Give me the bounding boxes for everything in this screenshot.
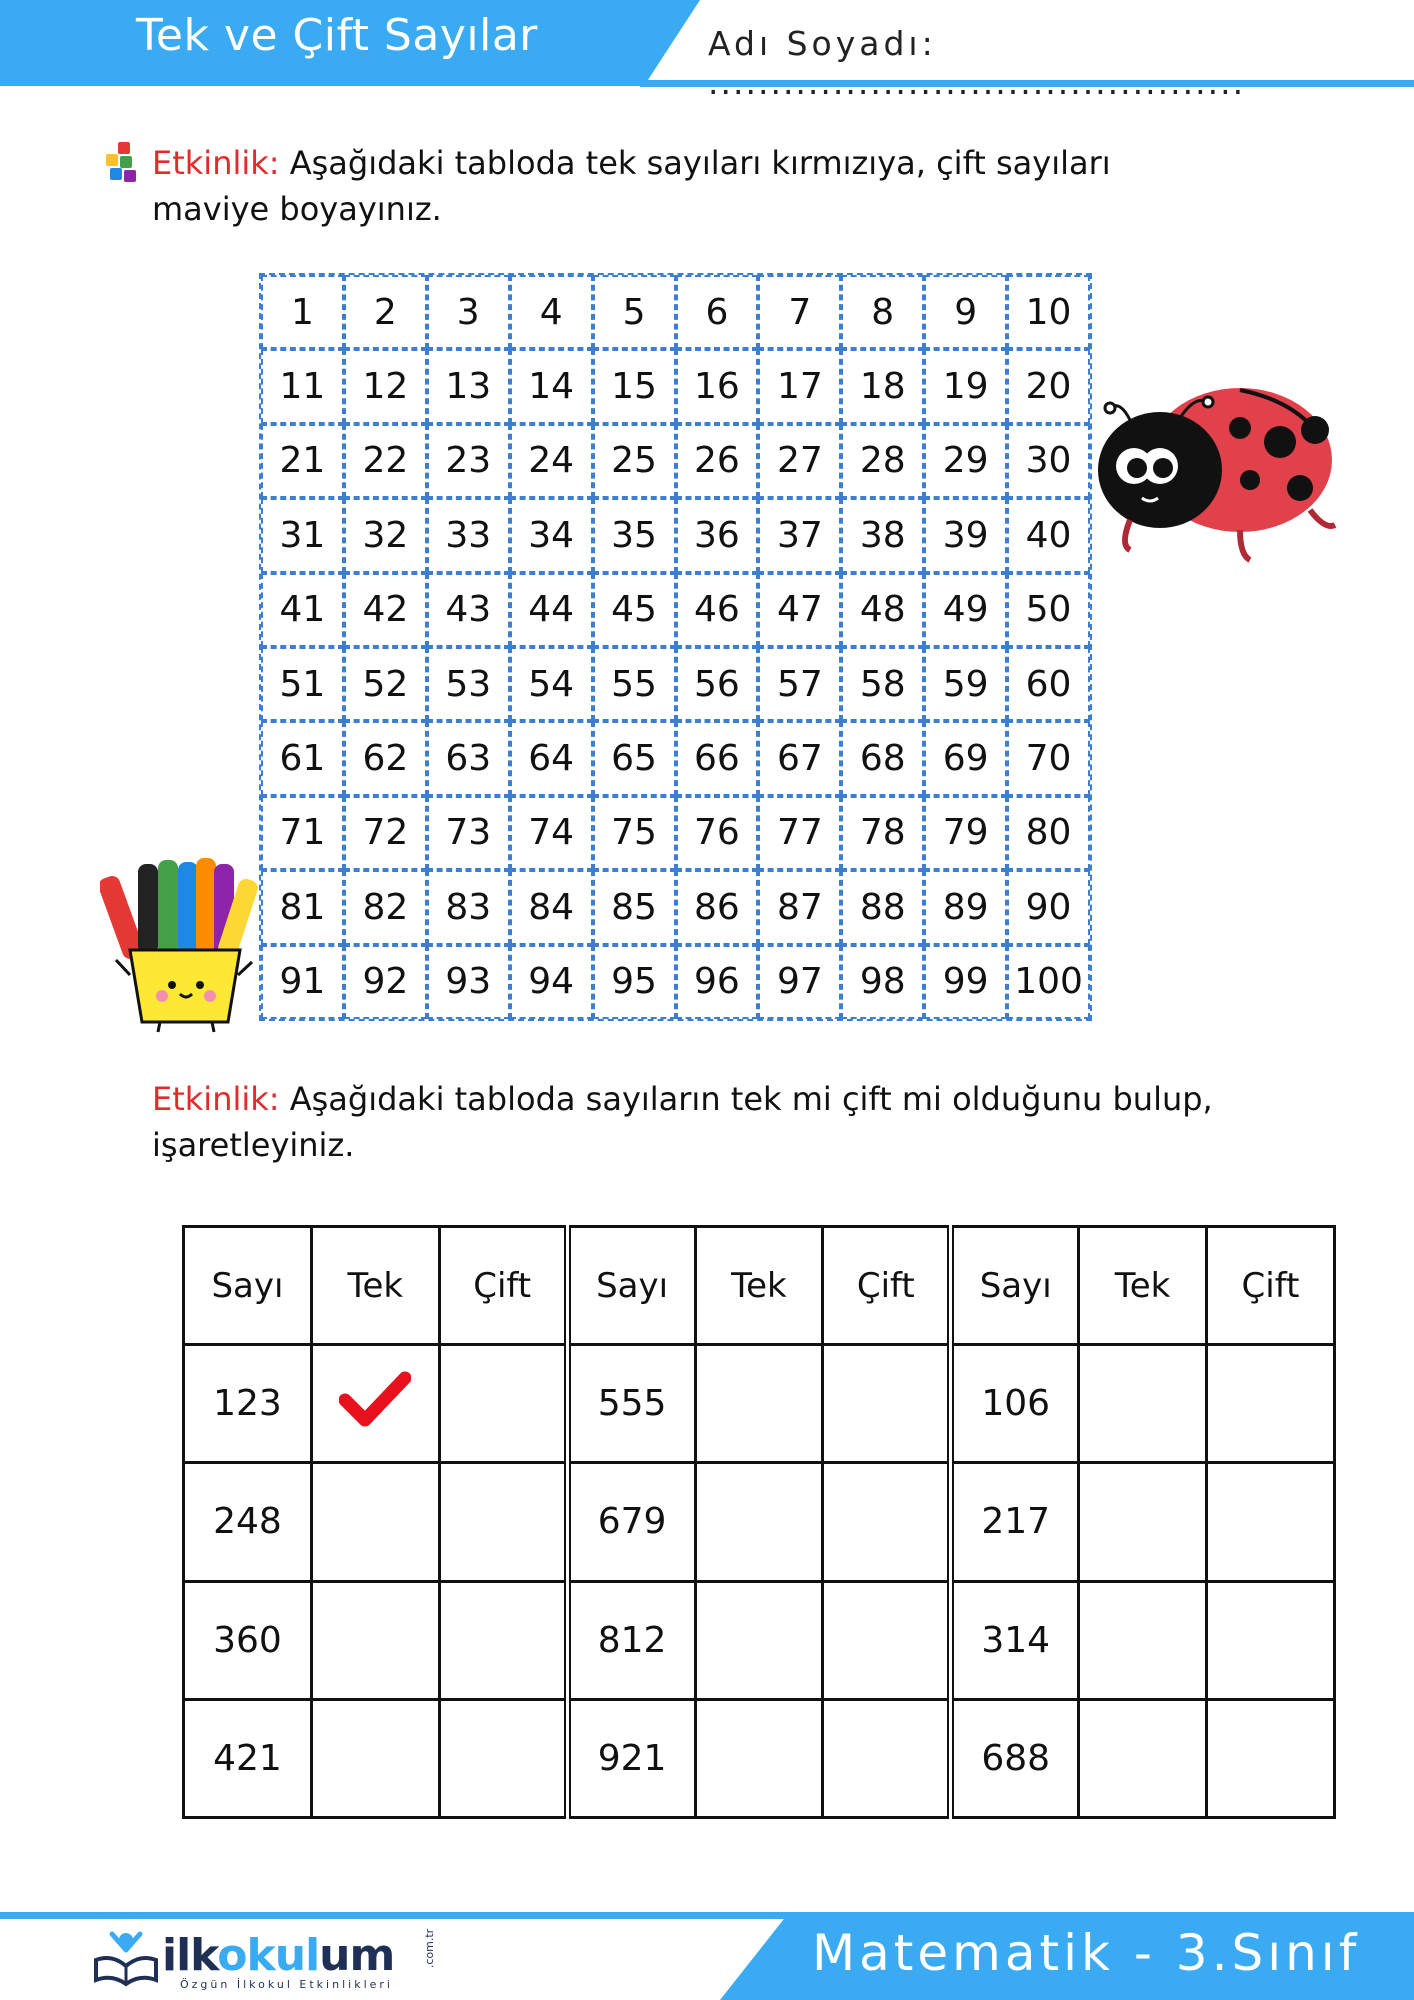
odd-checkbox-cell[interactable] bbox=[695, 1699, 823, 1817]
even-checkbox-cell[interactable] bbox=[1207, 1581, 1335, 1699]
grid-cell[interactable]: 53 bbox=[427, 647, 510, 721]
grid-cell[interactable]: 63 bbox=[427, 721, 510, 795]
grid-cell[interactable]: 35 bbox=[593, 498, 676, 572]
number-cell: 421 bbox=[184, 1699, 312, 1817]
grid-cell[interactable]: 37 bbox=[758, 498, 841, 572]
brand-highlight: okul bbox=[217, 1930, 320, 1981]
grid-cell[interactable]: 41 bbox=[261, 573, 344, 647]
grid-cell[interactable]: 88 bbox=[841, 870, 924, 944]
grid-cell[interactable]: 11 bbox=[261, 349, 344, 423]
number-cell: 106 bbox=[951, 1345, 1079, 1463]
table-row bbox=[184, 1345, 1335, 1463]
grid-cell[interactable]: 44 bbox=[510, 573, 593, 647]
grid-cell[interactable]: 51 bbox=[261, 647, 344, 721]
odd-checkbox-cell[interactable] bbox=[695, 1463, 823, 1581]
odd-even-table bbox=[182, 1225, 1336, 1819]
marker-cup-illustration bbox=[100, 850, 260, 1035]
grid-cell[interactable]: 95 bbox=[593, 945, 676, 1019]
checkmark-icon bbox=[339, 1370, 411, 1428]
brand-prefix: ilk bbox=[162, 1930, 218, 1981]
even-checkbox-cell[interactable] bbox=[1207, 1463, 1335, 1581]
grid-cell[interactable]: 14 bbox=[510, 349, 593, 423]
grid-cell[interactable]: 89 bbox=[924, 870, 1007, 944]
odd-checkbox-cell[interactable] bbox=[695, 1345, 823, 1463]
brand-tagline: Özgün İlkokul Etkinlikleri bbox=[180, 1978, 393, 1991]
grid-cell[interactable]: 39 bbox=[924, 498, 1007, 572]
table-row bbox=[184, 1463, 1335, 1581]
grid-cell[interactable]: 73 bbox=[427, 796, 510, 870]
grid-cell[interactable]: 23 bbox=[427, 424, 510, 498]
grid-cell[interactable]: 69 bbox=[924, 721, 1007, 795]
name-field[interactable] bbox=[708, 24, 1414, 102]
grid-cell[interactable]: 4 bbox=[510, 275, 593, 349]
number-cell: 217 bbox=[951, 1463, 1079, 1581]
grid-cell[interactable]: 93 bbox=[427, 945, 510, 1019]
grid-cell[interactable]: 96 bbox=[676, 945, 759, 1019]
subject-label: Matematik - 3.Sınıf bbox=[812, 1924, 1361, 1982]
grid-cell[interactable]: 71 bbox=[261, 796, 344, 870]
grid-cell[interactable]: 19 bbox=[924, 349, 1007, 423]
grid-cell[interactable]: 74 bbox=[510, 796, 593, 870]
grid-cell[interactable]: 26 bbox=[676, 424, 759, 498]
grid-cell[interactable]: 77 bbox=[758, 796, 841, 870]
header-cell: Tek bbox=[695, 1227, 823, 1345]
grid-cell[interactable]: 59 bbox=[924, 647, 1007, 721]
even-checkbox-cell[interactable] bbox=[439, 1463, 567, 1581]
grid-cell[interactable]: 16 bbox=[676, 349, 759, 423]
grid-cell[interactable]: 86 bbox=[676, 870, 759, 944]
odd-checkbox-cell[interactable] bbox=[311, 1345, 439, 1463]
odd-checkbox-cell[interactable] bbox=[695, 1581, 823, 1699]
grid-cell[interactable]: 33 bbox=[427, 498, 510, 572]
grid-cell[interactable]: 56 bbox=[676, 647, 759, 721]
grid-cell[interactable]: 97 bbox=[758, 945, 841, 1019]
grid-cell[interactable]: 79 bbox=[924, 796, 1007, 870]
activity2-text: Aşağıdaki tabloda sayıların tek mi çift mi olduğunu bulup, işaretleyiniz. bbox=[152, 1080, 1213, 1164]
grid-cell[interactable]: 98 bbox=[841, 945, 924, 1019]
grid-cell[interactable]: 18 bbox=[841, 349, 924, 423]
grid-cell[interactable]: 62 bbox=[344, 721, 427, 795]
odd-checkbox-cell[interactable] bbox=[1079, 1699, 1207, 1817]
grid-cell[interactable]: 12 bbox=[344, 349, 427, 423]
grid-cell[interactable]: 20 bbox=[1007, 349, 1090, 423]
header-cell: Tek bbox=[311, 1227, 439, 1345]
even-checkbox-cell[interactable] bbox=[823, 1463, 951, 1581]
odd-checkbox-cell[interactable] bbox=[1079, 1463, 1207, 1581]
brand-suffix: um bbox=[319, 1930, 395, 1981]
grid-cell[interactable]: 94 bbox=[510, 945, 593, 1019]
grid-cell[interactable]: 21 bbox=[261, 424, 344, 498]
footer-line bbox=[0, 1912, 800, 1919]
grid-cell[interactable]: 81 bbox=[261, 870, 344, 944]
header-cell: Çift bbox=[823, 1227, 951, 1345]
table-header-row bbox=[184, 1227, 1335, 1345]
number-cell: 360 bbox=[184, 1581, 312, 1699]
grid-cell[interactable]: 85 bbox=[593, 870, 676, 944]
grid-cell[interactable]: 24 bbox=[510, 424, 593, 498]
grid-cell[interactable]: 67 bbox=[758, 721, 841, 795]
grid-cell[interactable]: 31 bbox=[261, 498, 344, 572]
grid-cell[interactable]: 9 bbox=[924, 275, 1007, 349]
brand-logo[interactable] bbox=[92, 1930, 452, 1990]
activity1-label: Etkinlik: bbox=[152, 144, 280, 182]
number-cell: 248 bbox=[184, 1463, 312, 1581]
brand-domain: .com.tr bbox=[423, 1928, 437, 1969]
grid-cell[interactable]: 49 bbox=[924, 573, 1007, 647]
grid-cell[interactable]: 43 bbox=[427, 573, 510, 647]
grid-cell[interactable]: 46 bbox=[676, 573, 759, 647]
grid-cell[interactable]: 92 bbox=[344, 945, 427, 1019]
grid-cell[interactable]: 82 bbox=[344, 870, 427, 944]
table-row bbox=[184, 1581, 1335, 1699]
grid-cell[interactable]: 48 bbox=[841, 573, 924, 647]
grid-cell[interactable]: 54 bbox=[510, 647, 593, 721]
grid-cell[interactable]: 99 bbox=[924, 945, 1007, 1019]
grid-cell[interactable]: 80 bbox=[1007, 796, 1090, 870]
logo-book-icon bbox=[92, 1930, 160, 1988]
grid-cell[interactable]: 47 bbox=[758, 573, 841, 647]
grid-cell[interactable]: 29 bbox=[924, 424, 1007, 498]
grid-cell[interactable]: 5 bbox=[593, 275, 676, 349]
even-checkbox-cell[interactable] bbox=[823, 1581, 951, 1699]
even-checkbox-cell[interactable] bbox=[439, 1699, 567, 1817]
odd-checkbox-cell[interactable] bbox=[1079, 1345, 1207, 1463]
number-cell: 812 bbox=[567, 1581, 695, 1699]
even-checkbox-cell[interactable] bbox=[823, 1699, 951, 1817]
grid-cell[interactable]: 25 bbox=[593, 424, 676, 498]
activity1-text: Aşağıdaki tabloda tek sayıları kırmızıya, çift sayıları maviye boyayınız. bbox=[152, 144, 1111, 228]
header-cell: Sayı bbox=[567, 1227, 695, 1345]
grid-cell[interactable]: 15 bbox=[593, 349, 676, 423]
grid-cell[interactable]: 75 bbox=[593, 796, 676, 870]
number-grid bbox=[259, 273, 1092, 1021]
grid-cell[interactable]: 87 bbox=[758, 870, 841, 944]
grid-cell[interactable]: 66 bbox=[676, 721, 759, 795]
name-dots: ........................................... bbox=[708, 63, 1246, 102]
grid-cell[interactable]: 91 bbox=[261, 945, 344, 1019]
grid-cell[interactable]: 27 bbox=[758, 424, 841, 498]
odd-checkbox-cell[interactable] bbox=[311, 1699, 439, 1817]
odd-checkbox-cell[interactable] bbox=[1079, 1581, 1207, 1699]
ladybug-illustration bbox=[1090, 370, 1340, 570]
grid-cell[interactable]: 65 bbox=[593, 721, 676, 795]
grid-cell[interactable]: 32 bbox=[344, 498, 427, 572]
even-checkbox-cell[interactable] bbox=[439, 1345, 567, 1463]
grid-cell[interactable]: 7 bbox=[758, 275, 841, 349]
grid-cell[interactable]: 30 bbox=[1007, 424, 1090, 498]
grid-cell[interactable]: 13 bbox=[427, 349, 510, 423]
name-label: Adı Soyadı: bbox=[708, 24, 937, 63]
table-row bbox=[184, 1699, 1335, 1817]
header-cell: Sayı bbox=[951, 1227, 1079, 1345]
number-cell: 679 bbox=[567, 1463, 695, 1581]
activity2-heading bbox=[152, 1076, 1232, 1168]
even-checkbox-cell[interactable] bbox=[1207, 1699, 1335, 1817]
puzzle-icon bbox=[104, 140, 142, 184]
grid-cell[interactable]: 2 bbox=[344, 275, 427, 349]
grid-cell[interactable]: 84 bbox=[510, 870, 593, 944]
number-cell: 921 bbox=[567, 1699, 695, 1817]
grid-cell[interactable]: 58 bbox=[841, 647, 924, 721]
grid-cell[interactable]: 38 bbox=[841, 498, 924, 572]
grid-cell[interactable]: 76 bbox=[676, 796, 759, 870]
brand-name bbox=[162, 1930, 394, 1981]
grid-cell[interactable]: 22 bbox=[344, 424, 427, 498]
grid-cell[interactable]: 3 bbox=[427, 275, 510, 349]
grid-cell[interactable]: 55 bbox=[593, 647, 676, 721]
even-checkbox-cell[interactable] bbox=[823, 1345, 951, 1463]
grid-cell[interactable]: 45 bbox=[593, 573, 676, 647]
grid-cell[interactable]: 8 bbox=[841, 275, 924, 349]
grid-cell[interactable]: 83 bbox=[427, 870, 510, 944]
grid-cell[interactable]: 40 bbox=[1007, 498, 1090, 572]
activity2-label: Etkinlik: bbox=[152, 1080, 280, 1118]
grid-cell[interactable]: 68 bbox=[841, 721, 924, 795]
even-checkbox-cell[interactable] bbox=[1207, 1345, 1335, 1463]
grid-cell[interactable]: 78 bbox=[841, 796, 924, 870]
header-cell: Sayı bbox=[184, 1227, 312, 1345]
grid-cell[interactable]: 1 bbox=[261, 275, 344, 349]
grid-cell[interactable]: 52 bbox=[344, 647, 427, 721]
grid-cell[interactable]: 100 bbox=[1007, 945, 1090, 1019]
grid-cell[interactable]: 6 bbox=[676, 275, 759, 349]
grid-cell[interactable]: 42 bbox=[344, 573, 427, 647]
grid-cell[interactable]: 10 bbox=[1007, 275, 1090, 349]
odd-checkbox-cell[interactable] bbox=[311, 1581, 439, 1699]
grid-cell[interactable]: 60 bbox=[1007, 647, 1090, 721]
number-cell: 314 bbox=[951, 1581, 1079, 1699]
header-cell: Çift bbox=[439, 1227, 567, 1345]
header-cell: Çift bbox=[1207, 1227, 1335, 1345]
even-checkbox-cell[interactable] bbox=[439, 1581, 567, 1699]
header-cell: Tek bbox=[1079, 1227, 1207, 1345]
grid-cell[interactable]: 17 bbox=[758, 349, 841, 423]
odd-checkbox-cell[interactable] bbox=[311, 1463, 439, 1581]
grid-cell[interactable]: 50 bbox=[1007, 573, 1090, 647]
number-cell: 555 bbox=[567, 1345, 695, 1463]
grid-cell[interactable]: 61 bbox=[261, 721, 344, 795]
grid-cell[interactable]: 28 bbox=[841, 424, 924, 498]
number-cell: 688 bbox=[951, 1699, 1079, 1817]
grid-cell[interactable]: 64 bbox=[510, 721, 593, 795]
grid-cell[interactable]: 90 bbox=[1007, 870, 1090, 944]
grid-cell[interactable]: 36 bbox=[676, 498, 759, 572]
grid-cell[interactable]: 57 bbox=[758, 647, 841, 721]
grid-cell[interactable]: 72 bbox=[344, 796, 427, 870]
page-title: Tek ve Çift Sayılar bbox=[136, 10, 538, 61]
grid-cell[interactable]: 70 bbox=[1007, 721, 1090, 795]
activity1-heading bbox=[152, 140, 1232, 232]
grid-cell[interactable]: 34 bbox=[510, 498, 593, 572]
number-cell: 123 bbox=[184, 1345, 312, 1463]
